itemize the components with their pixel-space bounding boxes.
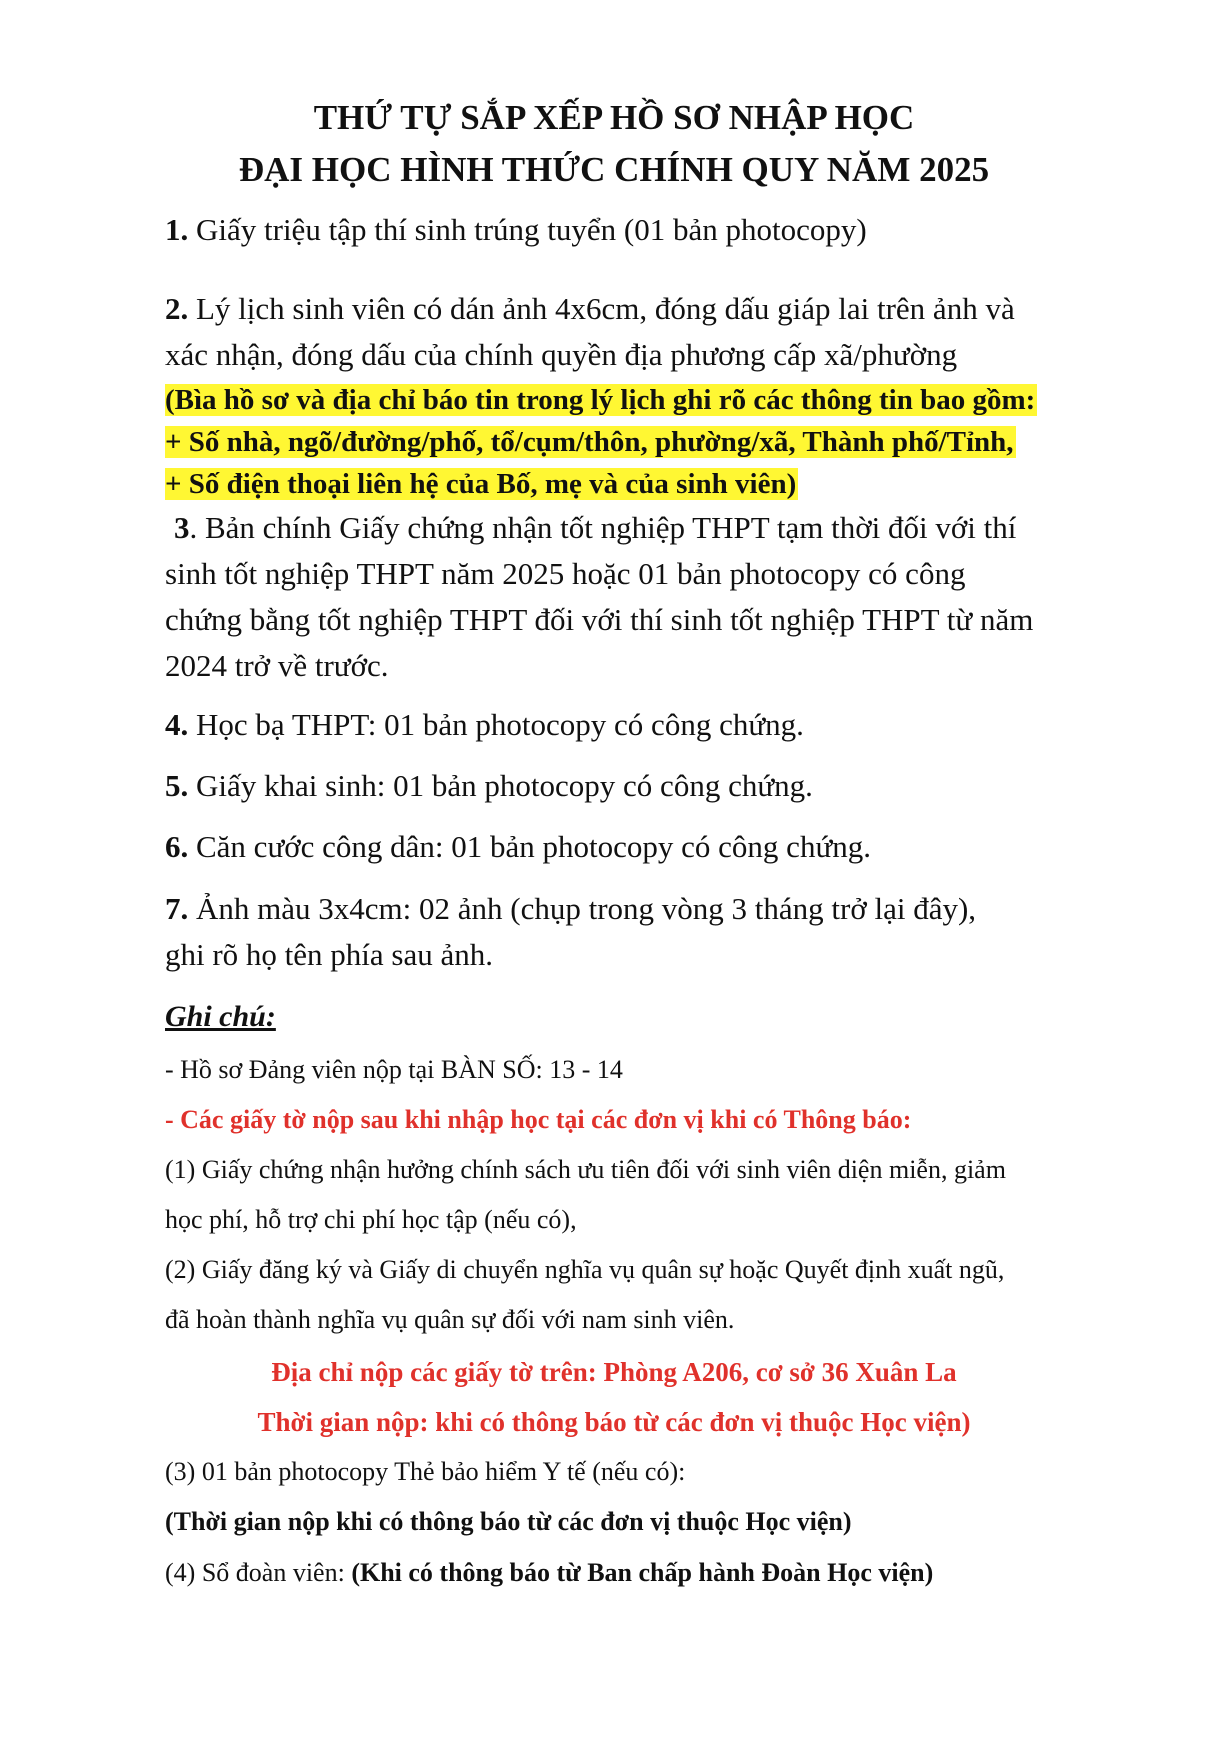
notes-heading: Ghi chú: <box>165 1000 276 1033</box>
item-5-number: 5. <box>165 768 189 803</box>
item-5-text: Giấy khai sinh: 01 bản photocopy có công chứng. <box>188 768 813 803</box>
note-3-time: (Thời gian nộp khi có thông báo từ các đơn vị thuộc Học viện) <box>165 1507 852 1536</box>
note-1-line2: học phí, hỗ trợ chi phí học tập (nếu có), <box>165 1205 577 1234</box>
item-1-text: Giấy triệu tập thí sinh trúng tuyển (01 bản photocopy) <box>188 212 867 247</box>
note-4-detail: (Khi có thông báo từ Ban chấp hành Đoàn Học viện) <box>351 1558 934 1587</box>
item-7-line2: ghi rõ họ tên phía sau ảnh. <box>165 937 494 972</box>
item-4-number: 4. <box>165 707 189 742</box>
note-2-line1: (2) Giấy đăng ký và Giấy di chuyển nghĩa vụ quân sự hoặc Quyết định xuất ngũ, <box>165 1255 1005 1284</box>
item-3-line1 <box>174 506 1016 550</box>
highlight-text: + Số nhà, ngõ/đường/phố, tổ/cụm/thôn, phường/xã, Thành phố/Tỉnh, <box>165 426 1014 458</box>
item-2-number: 2. <box>165 291 189 326</box>
item-3-line4: 2024 trở về trước. <box>165 648 389 683</box>
item-2-highlight-2 <box>165 420 1016 464</box>
item-2-text: Lý lịch sinh viên có dán ảnh 4x6cm, đóng dấu giáp lai trên ảnh và <box>188 291 1015 326</box>
highlight-text: + Số điện thoại liên hệ của Bố, mẹ và của sinh viên) <box>165 468 797 500</box>
submission-time: Thời gian nộp: khi có thông báo từ các đơn vị thuộc Học viện) <box>257 1407 971 1437</box>
note-4 <box>165 1553 933 1593</box>
item-1 <box>165 208 867 252</box>
note-3: (3) 01 bản photocopy Thẻ bảo hiểm Y tế (nếu có): <box>165 1457 686 1486</box>
page-title-line2: ĐẠI HỌC HÌNH THỨC CHÍNH QUY NĂM 2025 <box>238 150 990 189</box>
item-3-line3: chứng bằng tốt nghiệp THPT đối với thí sinh tốt nghiệp THPT từ năm <box>165 602 1034 637</box>
item-6-text: Căn cước công dân: 01 bản photocopy có công chứng. <box>188 829 871 864</box>
item-2-line1 <box>165 287 1015 331</box>
item-2-line2: xác nhận, đóng dấu của chính quyền địa phương cấp xã/phường <box>165 337 958 372</box>
submission-address: Địa chỉ nộp các giấy tờ trên: Phòng A206, cơ sở 36 Xuân La <box>271 1357 957 1387</box>
item-7-text: Ảnh màu 3x4cm: 02 ảnh (chụp trong vòng 3 tháng trở lại đây), <box>188 891 977 926</box>
item-3-text: . Bản chính Giấy chứng nhận tốt nghiệp THPT tạm thời đối với thí <box>189 510 1017 545</box>
item-7-line1 <box>165 887 976 931</box>
note-1-line1: (1) Giấy chứng nhận hưởng chính sách ưu tiên đối với sinh viên diện miễn, giảm <box>165 1155 1006 1184</box>
item-3-line2: sinh tốt nghiệp THPT năm 2025 hoặc 01 bản photocopy có công <box>165 556 966 591</box>
item-6 <box>165 825 871 869</box>
item-1-number: 1. <box>165 212 189 247</box>
item-5 <box>165 764 813 808</box>
page-title-line1: THỨ TỰ SẮP XẾP HỒ SƠ NHẬP HỌC <box>313 98 915 137</box>
note-2-line2: đã hoàn thành nghĩa vụ quân sự đối với nam sinh viên. <box>165 1305 735 1334</box>
item-4-text: Học bạ THPT: 01 bản photocopy có công chứng. <box>188 707 804 742</box>
note-party-members: - Hồ sơ Đảng viên nộp tại BÀN SỐ: 13 - 14 <box>165 1055 623 1084</box>
item-4 <box>165 703 804 747</box>
item-7-number: 7. <box>165 891 189 926</box>
item-2-highlight-1 <box>165 378 1037 422</box>
item-3-number: 3 <box>174 510 190 545</box>
note-after-enrollment-heading: - Các giấy tờ nộp sau khi nhập học tại các đơn vị khi có Thông báo: <box>165 1105 912 1134</box>
note-4-prefix: (4) Sổ đoàn viên: <box>165 1558 352 1587</box>
item-2-highlight-3 <box>165 462 798 506</box>
highlight-text: (Bìa hồ sơ và địa chỉ báo tin trong lý lịch ghi rõ các thông tin bao gồm: <box>165 384 1036 416</box>
item-6-number: 6. <box>165 829 189 864</box>
